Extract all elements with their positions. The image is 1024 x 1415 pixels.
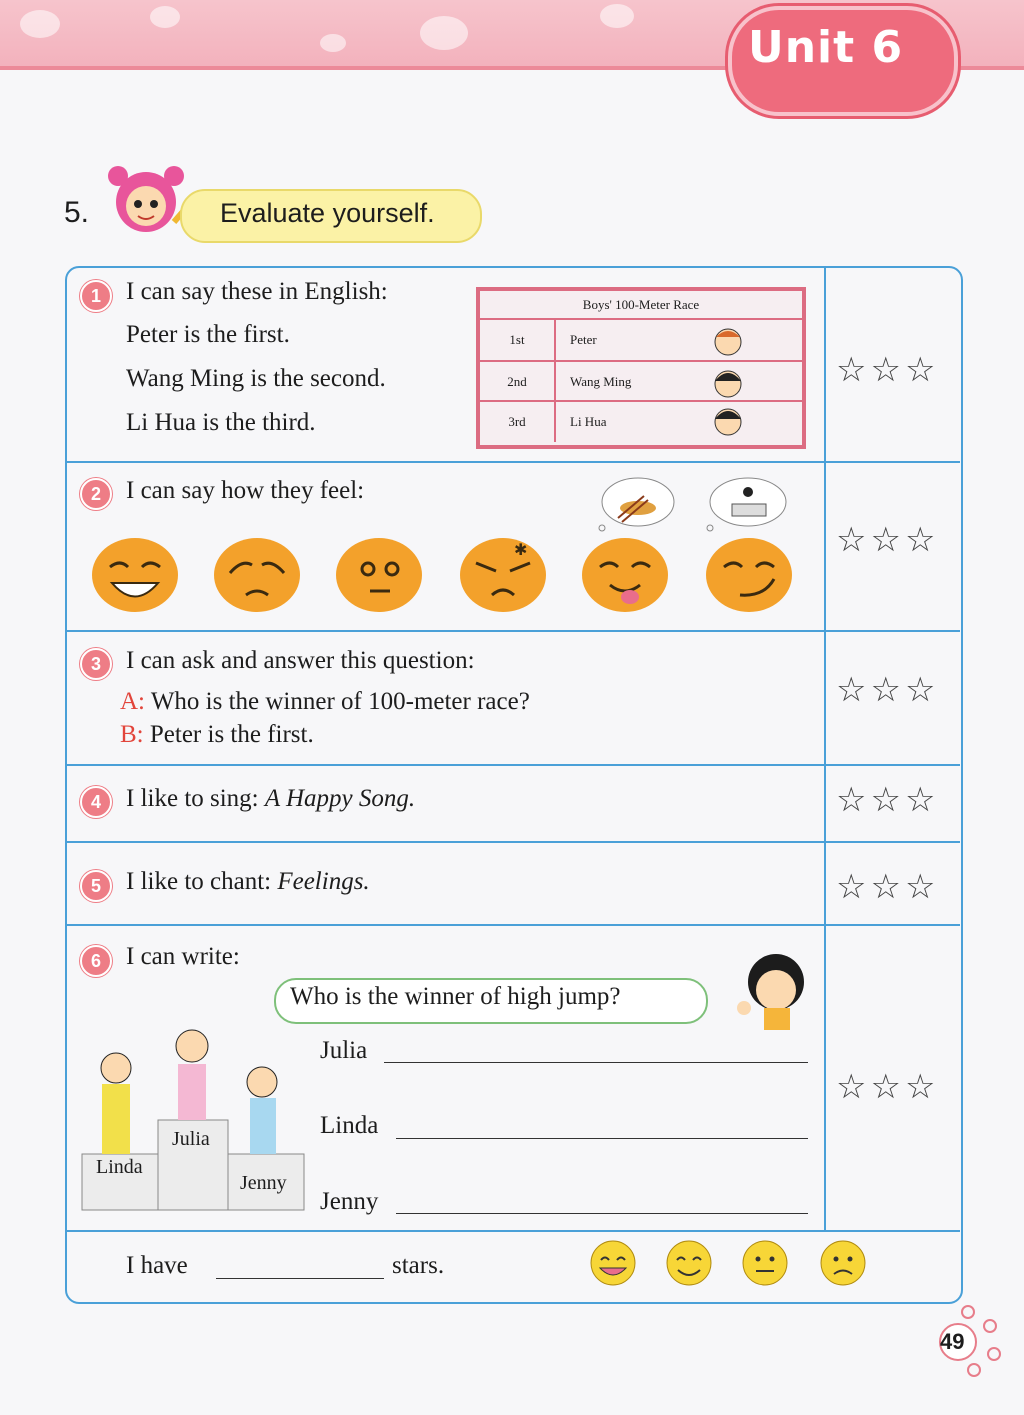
item-1-line-1: I can say these in English: <box>126 278 388 305</box>
row-divider <box>66 461 960 463</box>
boy-face-icon <box>712 367 744 399</box>
paw-decoration <box>320 34 346 52</box>
item-1-line-4: Li Hua is the third. <box>126 409 316 436</box>
star-count-blank[interactable] <box>216 1278 384 1279</box>
rating-stars[interactable]: ☆☆☆ <box>836 520 940 560</box>
footer-suffix: stars. <box>392 1252 445 1279</box>
item-4-prefix: I like to sing: <box>126 785 265 812</box>
write-line-2[interactable] <box>396 1138 808 1139</box>
race-name: Peter <box>570 332 597 347</box>
speaker-a-label: A: <box>120 688 145 715</box>
row-divider <box>66 1230 960 1232</box>
chant-title: Feelings. <box>277 868 370 895</box>
section-number: 5. <box>64 196 90 229</box>
race-place: 1st <box>480 320 556 360</box>
item-4-text <box>126 785 415 813</box>
paw-decoration <box>600 4 634 28</box>
answer-text: Peter is the first. <box>149 721 314 748</box>
item-2-line-1: I can say how they feel: <box>126 477 365 504</box>
happy-face-icon <box>90 535 180 615</box>
item-3-line-1: I can ask and answer this question: <box>126 647 475 674</box>
angry-face-icon <box>458 535 548 615</box>
race-name: Li Hua <box>570 414 607 429</box>
yummy-face-icon <box>580 535 670 615</box>
write-label-3: Jenny <box>320 1188 379 1215</box>
race-name: Wang Ming <box>570 374 632 389</box>
section-title: Evaluate yourself. <box>220 198 435 228</box>
item-6-line-1: I can write: <box>126 943 240 970</box>
item-number-1: 1 <box>80 280 112 312</box>
item-number-3: 3 <box>80 648 112 680</box>
food-thought-bubble-icon <box>596 474 676 534</box>
race-table-title: Boys' 100-Meter Race <box>582 297 700 312</box>
question-line <box>120 688 530 716</box>
race-row <box>480 318 802 360</box>
speech-bubble-text: Who is the winner of high jump? <box>290 983 621 1010</box>
proud-face-icon <box>704 535 794 615</box>
podium-label-second: Linda <box>96 1156 143 1178</box>
paw-decoration <box>150 6 180 28</box>
footer-prefix: I have <box>126 1252 188 1279</box>
neutral-face-icon <box>740 1240 790 1286</box>
row-divider <box>66 764 960 766</box>
girl-character-icon <box>730 950 816 1034</box>
race-place: 2nd <box>480 362 556 402</box>
item-5-prefix: I like to chant: <box>126 868 278 895</box>
unhappy-face-icon <box>818 1240 868 1286</box>
very-happy-face-icon <box>588 1240 638 1286</box>
write-line-3[interactable] <box>396 1213 808 1214</box>
happy-smile-face-icon <box>664 1240 714 1286</box>
race-row <box>480 400 802 442</box>
item-number-2: 2 <box>80 478 112 510</box>
star-column-divider <box>824 267 826 1231</box>
row-divider <box>66 841 960 843</box>
rating-stars[interactable]: ☆☆☆ <box>836 350 940 390</box>
row-divider <box>66 924 960 926</box>
write-label-2: Linda <box>320 1112 379 1139</box>
unit-label: Unit 6 <box>748 22 904 73</box>
boy-face-icon <box>712 325 744 357</box>
race-results-table <box>476 287 806 449</box>
podium-thought-bubble-icon <box>704 474 788 534</box>
sad-face-icon <box>212 535 302 615</box>
boy-face-icon <box>712 405 744 437</box>
podium-label-first: Julia <box>172 1128 210 1150</box>
answer-line <box>120 721 314 749</box>
podium-label-third: Jenny <box>240 1172 287 1194</box>
svg-text:✱: ✱ <box>514 542 528 559</box>
item-number-5: 5 <box>80 870 112 902</box>
item-5-text <box>126 868 370 896</box>
write-label-1: Julia <box>320 1037 368 1064</box>
rating-stars[interactable]: ☆☆☆ <box>836 867 940 907</box>
item-number-6: 6 <box>80 945 112 977</box>
race-row <box>480 360 802 402</box>
rating-stars[interactable]: ☆☆☆ <box>836 780 940 820</box>
item-number-4: 4 <box>80 786 112 818</box>
item-1-line-2: Peter is the first. <box>126 321 290 348</box>
row-divider <box>66 630 960 632</box>
song-title: A Happy Song. <box>264 785 416 812</box>
paw-decoration <box>420 16 468 50</box>
write-line-1[interactable] <box>384 1062 808 1063</box>
speaker-b-label: B: <box>120 721 144 748</box>
rating-stars[interactable]: ☆☆☆ <box>836 670 940 710</box>
page-number: 49 <box>940 1329 965 1354</box>
race-place: 3rd <box>480 402 556 442</box>
paw-decoration <box>20 10 60 38</box>
surprised-face-icon <box>334 535 424 615</box>
question-text: Who is the winner of 100-meter race? <box>150 688 530 715</box>
rating-stars[interactable]: ☆☆☆ <box>836 1067 940 1107</box>
item-1-line-3: Wang Ming is the second. <box>126 365 386 392</box>
